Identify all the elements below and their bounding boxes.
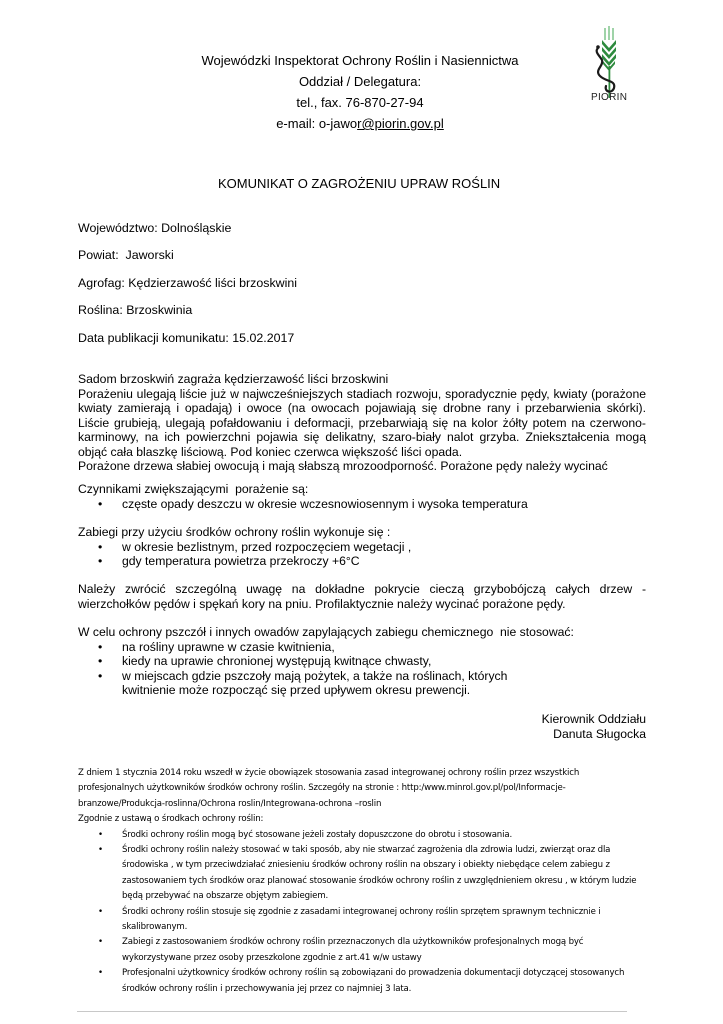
list-item: • w miejscach gdzie pszczoły mają pożytek, a także na roślinach, których kwitnienie może rozpocząć się przed upływem okresu prewencji.	[78, 669, 548, 698]
signature-name: Danuta Sługocka	[553, 727, 646, 741]
email-line	[150, 113, 570, 134]
logo-text: PIORIN	[591, 92, 628, 103]
plant-label: Roślina:	[78, 303, 123, 317]
footer-law-heading: Zgodnie z ustawą o środkach ochrony roślin:	[78, 814, 264, 825]
factors-list	[78, 497, 646, 512]
bees-list	[78, 640, 548, 698]
description-text: Porażeniu ulegają liście już w najwcześniejszych stadiach rozwoju, sporadycznie pędy, kwiaty (porażone kwiaty zamierają i opadają) i owoce (na owocach pojawiają się drobne rany i przebarwienia skórki). Liście grubieją, ulegają pofałdowaniu i deformacji, przebarwiają się na kolor żółty potem na czerwono-karminowy, na ich powierzchni pojawia się delikatny, szaro-biały nalot grzyba. Zniekształcenia mogą objąć cała blaszkę liściową. Pod koniec czerwca większość liści opada.	[78, 386, 646, 459]
county-label: Powiat:	[78, 248, 119, 262]
signature-block	[542, 712, 646, 742]
plant-value: Brzoskwinia	[122, 303, 193, 317]
institution-name: Wojewódzki Inspektorat Ochrony Roślin i Nasiennictwa	[201, 53, 519, 68]
pest-value: Kędzierzawość liści brzoskwini	[124, 276, 297, 290]
list-item: • częste opady deszczu w okresie wczesnowiosennym i wysoka temperatura	[78, 497, 646, 512]
treatments-section	[78, 525, 646, 569]
phone-fax: tel., fax. 76-870-27-94	[296, 95, 424, 110]
factors-heading: Czynnikami zwiększającymi porażenie są:	[78, 482, 309, 496]
voivodeship-label: Województwo:	[78, 221, 158, 235]
factors-section	[78, 482, 646, 511]
list-item: • kiedy na uprawie chronionej występują kwitnące chwasty,	[78, 654, 548, 669]
meta-date	[78, 331, 294, 345]
list-item: • Zabiegi z zastosowaniem środków ochrony roślin przeznaczonych dla użytkowników profesjonalnych mogą być wykorzystywane przez osoby przeszkolone zgodnie z art.41 w/w ustawy	[78, 935, 638, 966]
bees-heading: W celu ochrony pszczół i innych owadów zapylających zabiegu chemicznego nie stosować:	[78, 625, 574, 639]
list-item: • gdy temperatura powietrza przekroczy +6°C	[78, 554, 646, 569]
footer-intro: Z dniem 1 stycznia 2014 roku wszedł w życie obowiązek stosowania zasad integrowanej ochrony roślin przez wszystkich profesjonalnych użytkowników środków ochrony roślin. Szczegóły na stronie : http:/www.minrol.gov.pl/pol/Informacje-branzowe/Produkcja-roslinna/Ochrona roslin/Integrowana-ochrona –roslin	[78, 768, 580, 809]
pest-label: Agrofag:	[78, 276, 125, 290]
date-label: Data publikacji komunikatu:	[78, 331, 229, 345]
list-item: • Środki ochrony roślin mogą być stosowane jeżeli zostały dopuszczone do obrotu i stosowania.	[78, 828, 638, 843]
meta-plant	[78, 303, 192, 317]
letterhead	[150, 50, 570, 134]
note-section	[78, 582, 646, 611]
date-value: 15.02.2017	[228, 331, 295, 345]
description-lead: Sadom brzoskwiń zagraża kędzierzawość liści brzoskwini	[78, 372, 389, 386]
bees-section	[78, 625, 646, 698]
description-section	[78, 372, 646, 474]
footer-legal-notice	[78, 766, 638, 997]
voivodeship-value: Dolnośląskie	[157, 221, 232, 235]
meta-voivodeship	[78, 221, 231, 235]
footer-divider	[77, 1011, 627, 1012]
county-value: Jaworski	[118, 248, 174, 262]
meta-county	[78, 248, 174, 262]
list-item: • Środki ochrony roślin stosuje się zgodnie z zasadami integrowanej ochrony roślin sprzętem sprawnym technicznie i skalibrowanym.	[78, 905, 638, 936]
footer-law-list	[78, 828, 638, 997]
signature-role: Kierownik Oddziału	[541, 712, 646, 726]
branch-label: Oddział / Delegatura:	[298, 74, 422, 89]
list-item: • na rośliny uprawne w czasie kwitnienia,	[78, 640, 548, 655]
list-item: • Środki ochrony roślin należy stosować w taki sposób, aby nie stwarzać zagrożenia dla zdrowia ludzi, zwierząt oraz dla środowiska , w tym przeciwdziałać zniesieniu środków ochrony roślin na obszary i obiekty niebędące celem zabiegu z zastosowaniem tych środków oraz planować stosowanie środków ochrony roślin z uwzględnieniem okresu , w którym ludzie będą przebywać na obszarze objętym zabiegiem.	[78, 843, 638, 905]
treatments-heading: Zabiegi przy użyciu środków ochrony roślin wykonuje się :	[78, 525, 391, 539]
note-text: Należy zwrócić szczególną uwagę na dokładne pokrycie cieczą grzybobójczą całych drzew - wierzchołków pędów i spękań kory na pniu. Profilaktycznie należy wycinać porażone pędy.	[78, 582, 646, 611]
email-prefix: e-mail: o-jawo	[276, 116, 358, 131]
list-item: • Profesjonalni użytkownicy środków ochrony roślin są zobowiązani do prowadzenia dokumentacji dotyczącej stosowanych środków ochrony roślin i przechowywania jej przez co najmniej 3 lata.	[78, 966, 638, 997]
email-link[interactable]: r@piorin.gov.pl	[357, 116, 444, 131]
meta-pest	[78, 276, 297, 290]
description-last-line: Porażone drzewa słabiej owocują i mają słabszą mrozoodporność. Porażone pędy należy wycinać	[78, 459, 608, 473]
treatments-list	[78, 540, 646, 569]
list-item: • w okresie bezlistnym, przed rozpoczęciem wegetacji ,	[78, 540, 646, 555]
page-title: KOMUNIKAT O ZAGROŻENIU UPRAW ROŚLIN	[218, 176, 501, 191]
